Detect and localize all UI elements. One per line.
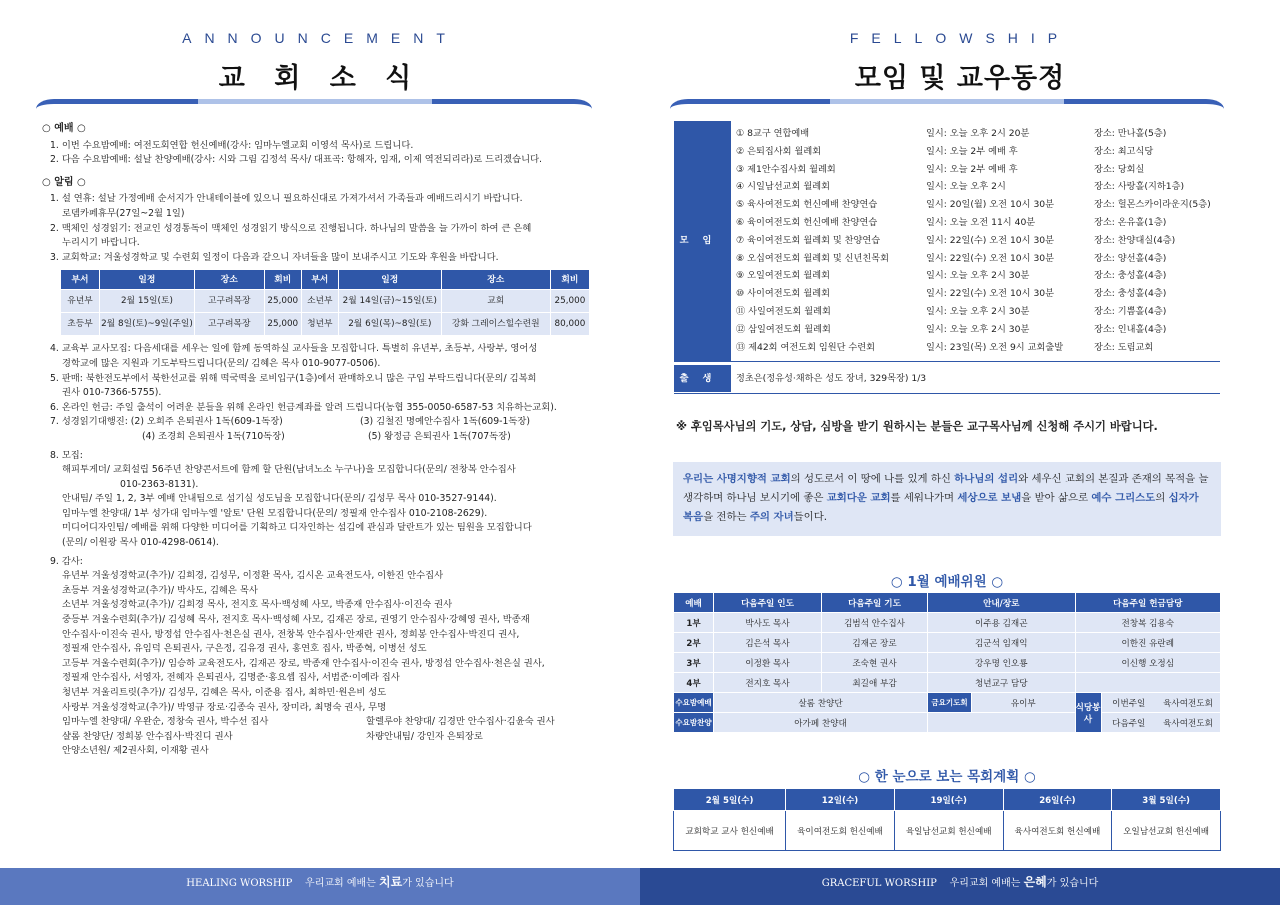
notice-9: 9. 감사: xyxy=(50,555,83,567)
mission-statement: 우리는 사명지향적 교회의 성도로서 이 땅에 나를 있게 하신 하나님의 섭리와 세우신 교회의 본질과 존재의 목적을 늘 생각하며 하나님 보시기에 좋은 교회다운 교회를 세워나가며 세상으로 보냄을 받아 삶으로 예수 그리스도의 십자가 복음을 전하는 주의 자녀들이다. xyxy=(673,462,1221,536)
meeting-row xyxy=(736,303,1220,321)
meeting-name: ⑫ 삼일여전도회 월례회 xyxy=(736,323,831,335)
table-cell: 김범석 안수집사 xyxy=(822,613,928,633)
notice-7-cont xyxy=(50,430,594,445)
thanks-row xyxy=(62,715,594,730)
table-cell: 2월 14일(금)~15일(토) xyxy=(338,290,441,313)
meeting-place: 장소: 당회실 xyxy=(1094,163,1145,175)
thanks-5: 안수집사·이진숙 권사, 방정섭 안수집사·천은실 권사, 전창복 안수집사·안재란 권사, 정희봉 안수집사·박진디 권사, xyxy=(62,628,520,640)
thanks-row xyxy=(62,730,594,745)
bible-reading-2: (3) 김철진 명예안수집사 1독(609-1독장) xyxy=(360,416,530,428)
meeting-name: ⑧ 오십여전도회 월례회 및 신년친목회 xyxy=(736,252,890,264)
meeting-name: ⑪ 사일여전도회 월례회 xyxy=(736,305,831,317)
pastor-notice: ※ 후임목사님의 기도, 상담, 심방을 받기 원하시는 분들은 교구목사님께 신청해 주시기 바랍니다. xyxy=(676,420,1158,433)
footer-text: 우리교회 예배는 xyxy=(305,878,376,889)
birth-label: 출생 xyxy=(674,365,731,392)
thanks-entry: 할렐루야 찬양대/ 김경만 안수집사·김윤숙 권사 xyxy=(366,716,555,728)
table-cell: 청년교구 담당 xyxy=(928,673,1076,693)
thanks-entry: 샬롬 찬양단/ 정희봉 안수집사·박진디 권사 xyxy=(62,730,233,742)
bible-reading-3: (4) 조경희 은퇴권사 1독(710독장) xyxy=(142,430,285,442)
committee-table xyxy=(673,592,1221,733)
meeting-time: 일시: 오늘 오후 2시 30분 xyxy=(926,323,1030,335)
plan-header: 26일(수) xyxy=(1003,789,1112,811)
school-header: 일정 xyxy=(338,270,441,290)
footer-text: 우리교회 예배는 xyxy=(949,878,1021,889)
meeting-time: 일시: 오늘 오후 2시 30분 xyxy=(926,305,1030,317)
thanks-7: 고등부 겨울수련회(추가)/ 임승하 교육전도사, 김재곤 장로, 박종재 안수집사·이진숙 권사, 방정섭 안수집사·천은실 권사, xyxy=(62,657,545,669)
table-row xyxy=(61,313,590,336)
footer-label: GRACEFUL WORSHIP xyxy=(821,878,937,889)
table-row xyxy=(61,290,590,313)
school-header: 부서 xyxy=(301,270,338,290)
meeting-row xyxy=(736,232,1220,250)
thanks-8: 정필재 안수집사, 서영자, 전혜자 은퇴권사, 김명준·홍요셉 집사, 서범준·이예라 집사 xyxy=(62,672,400,684)
meeting-time: 일시: 23일(목) 오전 9시 교회출발 xyxy=(926,341,1064,353)
committee-header: 안내/장로 xyxy=(928,593,1076,613)
committee-header: 다음주일 헌금담당 xyxy=(1075,593,1220,613)
table-cell: 이번주일 육사여전도회 xyxy=(1101,693,1220,713)
announcement-eyebrow: ANNOUNCEMENT xyxy=(182,30,458,46)
meeting-time: 일시: 20일(월) 오전 10시 30분 xyxy=(926,199,1055,211)
table-cell: 전지호 목사 xyxy=(714,673,822,693)
school-header: 장소 xyxy=(441,270,550,290)
thanks-entry: 임마누엘 찬양대/ 우완순, 정창숙 권사, 박수선 집사 xyxy=(62,716,269,728)
table-cell: 2월 6일(목)~8일(토) xyxy=(338,313,441,336)
table-row xyxy=(674,811,1221,851)
thanks-1: 유년부 겨울성경학교(추가)/ 김희경, 김성무, 이정환 목사, 김시온 교육전도사, 이한진 안수집사 xyxy=(62,570,444,582)
committee-header: 예배 xyxy=(674,593,714,613)
table-cell: 박사도 목사 xyxy=(714,613,822,633)
table-cell: 이신행 오정심 xyxy=(1075,653,1220,673)
table-cell: 교회학교 교사 헌신예배 xyxy=(674,811,786,851)
meeting-time: 일시: 오늘 2부 예배 후 xyxy=(926,145,1018,157)
meeting-place: 장소: 양선홀(4층) xyxy=(1094,252,1167,264)
meeting-row xyxy=(736,161,1220,179)
meeting-name: ③ 제1안수집사회 월례회 xyxy=(736,163,836,175)
table-cell: 2월 15일(토) xyxy=(100,290,195,313)
notice-8: 8. 모집: xyxy=(50,449,83,461)
thanks-9: 청년부 겨울리트릿(추가)/ 김성무, 김혜은 목사, 이준용 집사, 최하민·원은비 성도 xyxy=(62,687,387,698)
meeting-place: 장소: 온유홀(1층) xyxy=(1094,216,1167,228)
table-row xyxy=(674,613,1221,633)
table-cell: 김군석 임재익 xyxy=(928,633,1076,653)
title-rule xyxy=(36,99,592,109)
meeting-name: ⑩ 사이여전도회 월례회 xyxy=(736,288,830,300)
meeting-place: 장소: 최고식당 xyxy=(1094,145,1154,157)
table-cell: 고구려목장 xyxy=(194,313,264,336)
fellowship-title: 모임 및 교우동정 xyxy=(854,63,1066,94)
notice-1: 1. 설 연휴: 설날 가정예배 순서지가 안내테이블에 있으니 필요하신대로 가져가셔서 가족들과 예배드리시기 바랍니다. xyxy=(50,193,523,205)
table-cell: 이정환 목사 xyxy=(714,653,822,673)
table-cell: 오일남선교회 헌신예배 xyxy=(1112,811,1221,851)
meeting-row xyxy=(736,196,1220,214)
fellowship-eyebrow: FELLOWSHIP xyxy=(849,30,1071,46)
table-cell: 초등부 xyxy=(61,313,100,336)
meeting-row xyxy=(736,339,1220,357)
notice-7 xyxy=(50,415,594,430)
table-cell: 80,000 xyxy=(550,313,589,336)
meeting-place: 장소: 만나홀(5층) xyxy=(1094,128,1167,139)
school-table xyxy=(60,269,590,336)
notice-heading: ○ 알림 ○ xyxy=(42,176,86,188)
meeting-name: ④ 시일남선교회 월례회 xyxy=(736,181,830,193)
school-header: 일정 xyxy=(100,270,195,290)
table-cell: 전창복 김용숙 xyxy=(1075,613,1220,633)
table-cell: 육이여전도회 헌신예배 xyxy=(786,811,895,851)
meeting-place: 장소: 충성홀(4층) xyxy=(1094,270,1167,282)
table-cell: 청년부 xyxy=(301,313,338,336)
meeting-time: 일시: 22일(수) 오전 10시 30분 xyxy=(926,234,1055,246)
committee-header: 다음주일 인도 xyxy=(714,593,822,613)
table-cell: 육사여전도회 헌신예배 xyxy=(1003,811,1112,851)
worship-item-2: 2. 다음 수요밤예배: 설날 찬양예배(강사: 시와 그림 김정석 목사/ 대표곡: 항해자, 임재, 이제 역전되리라)로 드리겠습니다. xyxy=(50,154,543,166)
meeting-place: 장소: 도림교회 xyxy=(1094,341,1154,353)
school-header: 장소 xyxy=(194,270,264,290)
thanks-2: 초등부 겨울성경학교(추가)/ 박사도, 김혜은 목사 xyxy=(62,584,258,596)
bible-reading-4: (5) 왕정금 은퇴권사 1독(707독장) xyxy=(368,430,511,442)
meeting-name: ⑤ 육사여전도회 헌신예배 찬양연습 xyxy=(736,199,878,211)
meeting-time: 일시: 오늘 오전 11시 40분 xyxy=(926,216,1036,228)
table-cell: 25,000 xyxy=(264,290,301,313)
table-cell: 이주용 김재곤 xyxy=(928,613,1076,633)
birth-text: 정초은(정유성·채하은 성도 장녀, 329목장) 1/3 xyxy=(736,373,927,384)
table-cell: 4부 xyxy=(674,673,714,693)
recruit-media-cont: (문의/ 이원광 목사 010-4298-0614). xyxy=(62,537,219,549)
meeting-time: 일시: 22일(수) 오전 10시 30분 xyxy=(926,252,1055,264)
notice-4-cont: 경학교에 많은 지원과 기도부탁드립니다(문의/ 김혜은 목사 010-9077-0506). xyxy=(62,357,381,369)
notice-1-cont: 로뎀카페휴무(27일~2월 1일) xyxy=(62,207,185,219)
meeting-place: 장소: 찬양대실(4층) xyxy=(1094,234,1176,246)
meeting-place: 장소: 기쁨홀(4층) xyxy=(1094,305,1167,317)
announcement-content xyxy=(42,122,594,759)
table-cell: 강우명 인오룡 xyxy=(928,653,1076,673)
table-cell: 식당봉사 xyxy=(1075,693,1101,733)
meeting-place: 장소: 사랑홀(지하1층) xyxy=(1094,181,1185,193)
table-cell: 유년부 xyxy=(61,290,100,313)
thanks-4: 중등부 겨울수련회(추가)/ 김성혜 목사, 전지호 목사·백성혜 사모, 김재곤 장로, 권영기 안수집사·강혜영 권사, 박종재 xyxy=(62,614,530,626)
committee-title: ○ 1월 예배위원 ○ xyxy=(890,574,1004,590)
table-cell: 김재곤 장로 xyxy=(822,633,928,653)
meeting-time: 일시: 오늘 오후 2시 30분 xyxy=(926,270,1030,282)
table-cell: 2부 xyxy=(674,633,714,653)
meeting-row xyxy=(736,285,1220,303)
meeting-time: 일시: 오늘 2부 예배 후 xyxy=(926,163,1018,175)
recruit-happy: 해피투게더/ 교회설립 56주년 찬양콘서트에 함께 할 단원(남녀노소 누구나)을 모집합니다(문의/ 전창복 안수집사 xyxy=(62,464,516,476)
plan-header: 2월 5일(수) xyxy=(674,789,786,811)
meeting-row xyxy=(736,214,1220,232)
table-row xyxy=(674,633,1221,653)
meeting-row xyxy=(736,321,1220,339)
table-cell: 25,000 xyxy=(550,290,589,313)
footer-text-end: 가 있습니다 xyxy=(1046,878,1099,889)
meeting-row xyxy=(736,143,1220,161)
meeting-name: ⑦ 육이여전도회 월례회 및 찬양연습 xyxy=(736,234,881,246)
table-cell: 금요기도회 xyxy=(928,693,972,713)
footer-emphasis: 치료 xyxy=(379,875,403,889)
table-cell: 3부 xyxy=(674,653,714,673)
fellowship-page xyxy=(640,0,1280,905)
table-cell: 1부 xyxy=(674,613,714,633)
notice-3: 3. 교회학교: 겨울성경학교 및 수련회 일정이 다음과 같으니 자녀들을 많이 보내주시고 기도와 후원을 바랍니다. xyxy=(50,251,499,263)
meeting-time: 일시: 오늘 오후 2시 xyxy=(926,181,1006,193)
school-header: 회비 xyxy=(550,270,589,290)
table-cell: 다음주일 육사여전도회 xyxy=(1101,713,1220,733)
bible-reading-1: 7. 성경읽기대행진: (2) 오희주 은퇴권사 1독(609-1독장) xyxy=(50,416,283,428)
thanks-entry: 차량안내팀/ 강인자 은퇴장로 xyxy=(366,730,483,742)
footer-label: HEALING WORSHIP xyxy=(186,878,293,889)
table-cell: 25,000 xyxy=(264,313,301,336)
table-cell: 교회 xyxy=(441,290,550,313)
left-footer xyxy=(0,868,640,905)
footer-emphasis: 은혜 xyxy=(1023,875,1047,889)
table-cell: 이한진 유란례 xyxy=(1075,633,1220,653)
plan-header: 3월 5일(수) xyxy=(1112,789,1221,811)
meeting-place: 장소: 인내홀(4층) xyxy=(1094,323,1167,335)
right-footer xyxy=(640,868,1280,905)
meeting-box xyxy=(674,121,1220,391)
table-cell: 수요밤찬양 xyxy=(674,713,714,733)
meeting-row xyxy=(736,267,1220,285)
table-cell: 수요밤예배 xyxy=(674,693,714,713)
recruit-happy-cont: 010-2363-8131). xyxy=(120,478,199,490)
meeting-time: 일시: 오늘 오후 2시 20분 xyxy=(926,128,1030,139)
notice-5-cont: 권사 010-7366-5755). xyxy=(62,387,162,399)
meeting-row xyxy=(736,250,1220,268)
worship-heading: ○ 예배 ○ xyxy=(42,123,86,134)
announcement-title: 교 회 소 식 xyxy=(218,63,422,94)
table-cell: 조숙현 권사 xyxy=(822,653,928,673)
notice-5: 5. 판매: 북한전도부에서 북한선교를 위해 떡국떡을 로비입구(1층)에서 판매하오니 많은 구입 부탁드립니다(문의/ 김복희 xyxy=(50,372,537,384)
notice-2: 2. 맥체인 성경읽기: 전교인 성경통독이 맥체인 성경읽기 방식으로 진행됩니다. 하나님의 말씀을 늘 가까이 하여 큰 은혜 xyxy=(50,222,532,234)
table-cell: 살롬 찬양단 xyxy=(714,693,928,713)
meeting-place: 장소: 충성홀(4층) xyxy=(1094,288,1167,300)
table-cell: 고구려목장 xyxy=(194,290,264,313)
meeting-place: 장소: 헐몬스카이라운지(5층) xyxy=(1094,199,1211,211)
table-cell xyxy=(928,713,1076,733)
meeting-name: ② 은퇴집사회 월례회 xyxy=(736,145,822,157)
plan-header: 12일(수) xyxy=(786,789,895,811)
table-cell: 2월 8일(토)~9일(주일) xyxy=(100,313,195,336)
school-header: 부서 xyxy=(61,270,100,290)
meeting-row xyxy=(736,125,1220,143)
plan-title: ○ 한 눈으로 보는 목회계획 ○ xyxy=(858,769,1036,785)
table-cell: 강화 그레이스힐수련원 xyxy=(441,313,550,336)
title-rule xyxy=(670,99,1224,109)
thanks-3: 소년부 겨울성경학교(추가)/ 김희경 목사, 전지호 목사·백성혜 사모, 박종재 안수집사·이진숙 권사 xyxy=(62,599,453,611)
notice-4: 4. 교육부 교사모집: 다음세대를 세우는 일에 함께 동역하실 교사들을 모집합니다. 특별히 유년부, 초등부, 사랑부, 영어성 xyxy=(50,343,538,355)
table-cell: 유이부 xyxy=(972,693,1076,713)
thanks-10: 사랑부 겨울성경학교(추가)/ 박영규 장로·김종숙 권사, 장미라, 최명숙 권사, 무명 xyxy=(62,701,387,713)
thanks-6: 정필재 안수집사, 유임덕 은퇴권사, 구은정, 김유경 권사, 홍연호 집사, 박종혁, 이병선 성도 xyxy=(62,643,427,655)
meeting-name: ⑬ 제42회 여전도회 임원단 수련회 xyxy=(736,341,876,353)
table-row xyxy=(674,653,1221,673)
meeting-name: ⑥ 육이여전도회 헌신예배 찬양연습 xyxy=(736,216,878,228)
thanks-entry: 안양소년원/ 제2권사회, 이재황 권사 xyxy=(62,745,209,757)
table-row xyxy=(674,713,1221,733)
recruit-media: 미디어디자인팀/ 예배를 위해 다양한 미디어를 기획하고 디자인하는 섬김에 관심과 달란트가 있는 팀원을 모집합니다 xyxy=(62,522,532,534)
table-cell: 최길애 부감 xyxy=(822,673,928,693)
thanks-row xyxy=(62,744,594,759)
plan-table xyxy=(673,788,1221,851)
table-row xyxy=(674,673,1221,693)
meeting-time: 일시: 22일(수) 오전 10시 30분 xyxy=(926,288,1055,300)
meeting-row xyxy=(736,178,1220,196)
meeting-label: 모임 xyxy=(674,121,731,361)
table-cell: 소년부 xyxy=(301,290,338,313)
notice-2-cont: 누리시기 바랍니다. xyxy=(62,237,140,249)
recruit-guide: 안내팀/ 주일 1, 2, 3부 예배 안내팀으로 섬기실 성도님을 모집합니다(문의/ 김성무 목사 010-3527-9144). xyxy=(62,493,497,505)
plan-header: 19일(수) xyxy=(894,789,1003,811)
table-cell xyxy=(1075,673,1220,693)
notice-6: 6. 온라인 헌금: 주일 출석이 어려운 분들을 위해 온라인 헌금계좌를 알려 드립니다(농협 355-0050-6587-53 치유하는교회). xyxy=(50,401,557,413)
footer-text-end: 가 있습니다 xyxy=(402,878,454,889)
table-cell: 육일남선교회 헌신예배 xyxy=(894,811,1003,851)
school-header: 회비 xyxy=(264,270,301,290)
meeting-list xyxy=(736,125,1220,356)
table-cell: 김은석 목사 xyxy=(714,633,822,653)
table-row xyxy=(674,693,1221,713)
meeting-name: ⑨ 오일여전도회 월례회 xyxy=(736,270,830,282)
committee-header: 다음주일 기도 xyxy=(822,593,928,613)
recruit-choir: 임마누엘 찬양대/ 1부 성가대 임마누엘 '알토' 단원 모집합니다(문의/ 정필재 안수집사 010-2108-2629). xyxy=(62,507,488,519)
worship-item-1: 1. 이번 수요밤예배: 여전도회연합 헌신예배(강사: 임마누엘교회 이영석 목사)로 드립니다. xyxy=(50,139,414,151)
table-cell: 아가페 찬양대 xyxy=(714,713,928,733)
meeting-name: ① 8교구 연합예배 xyxy=(736,128,810,139)
